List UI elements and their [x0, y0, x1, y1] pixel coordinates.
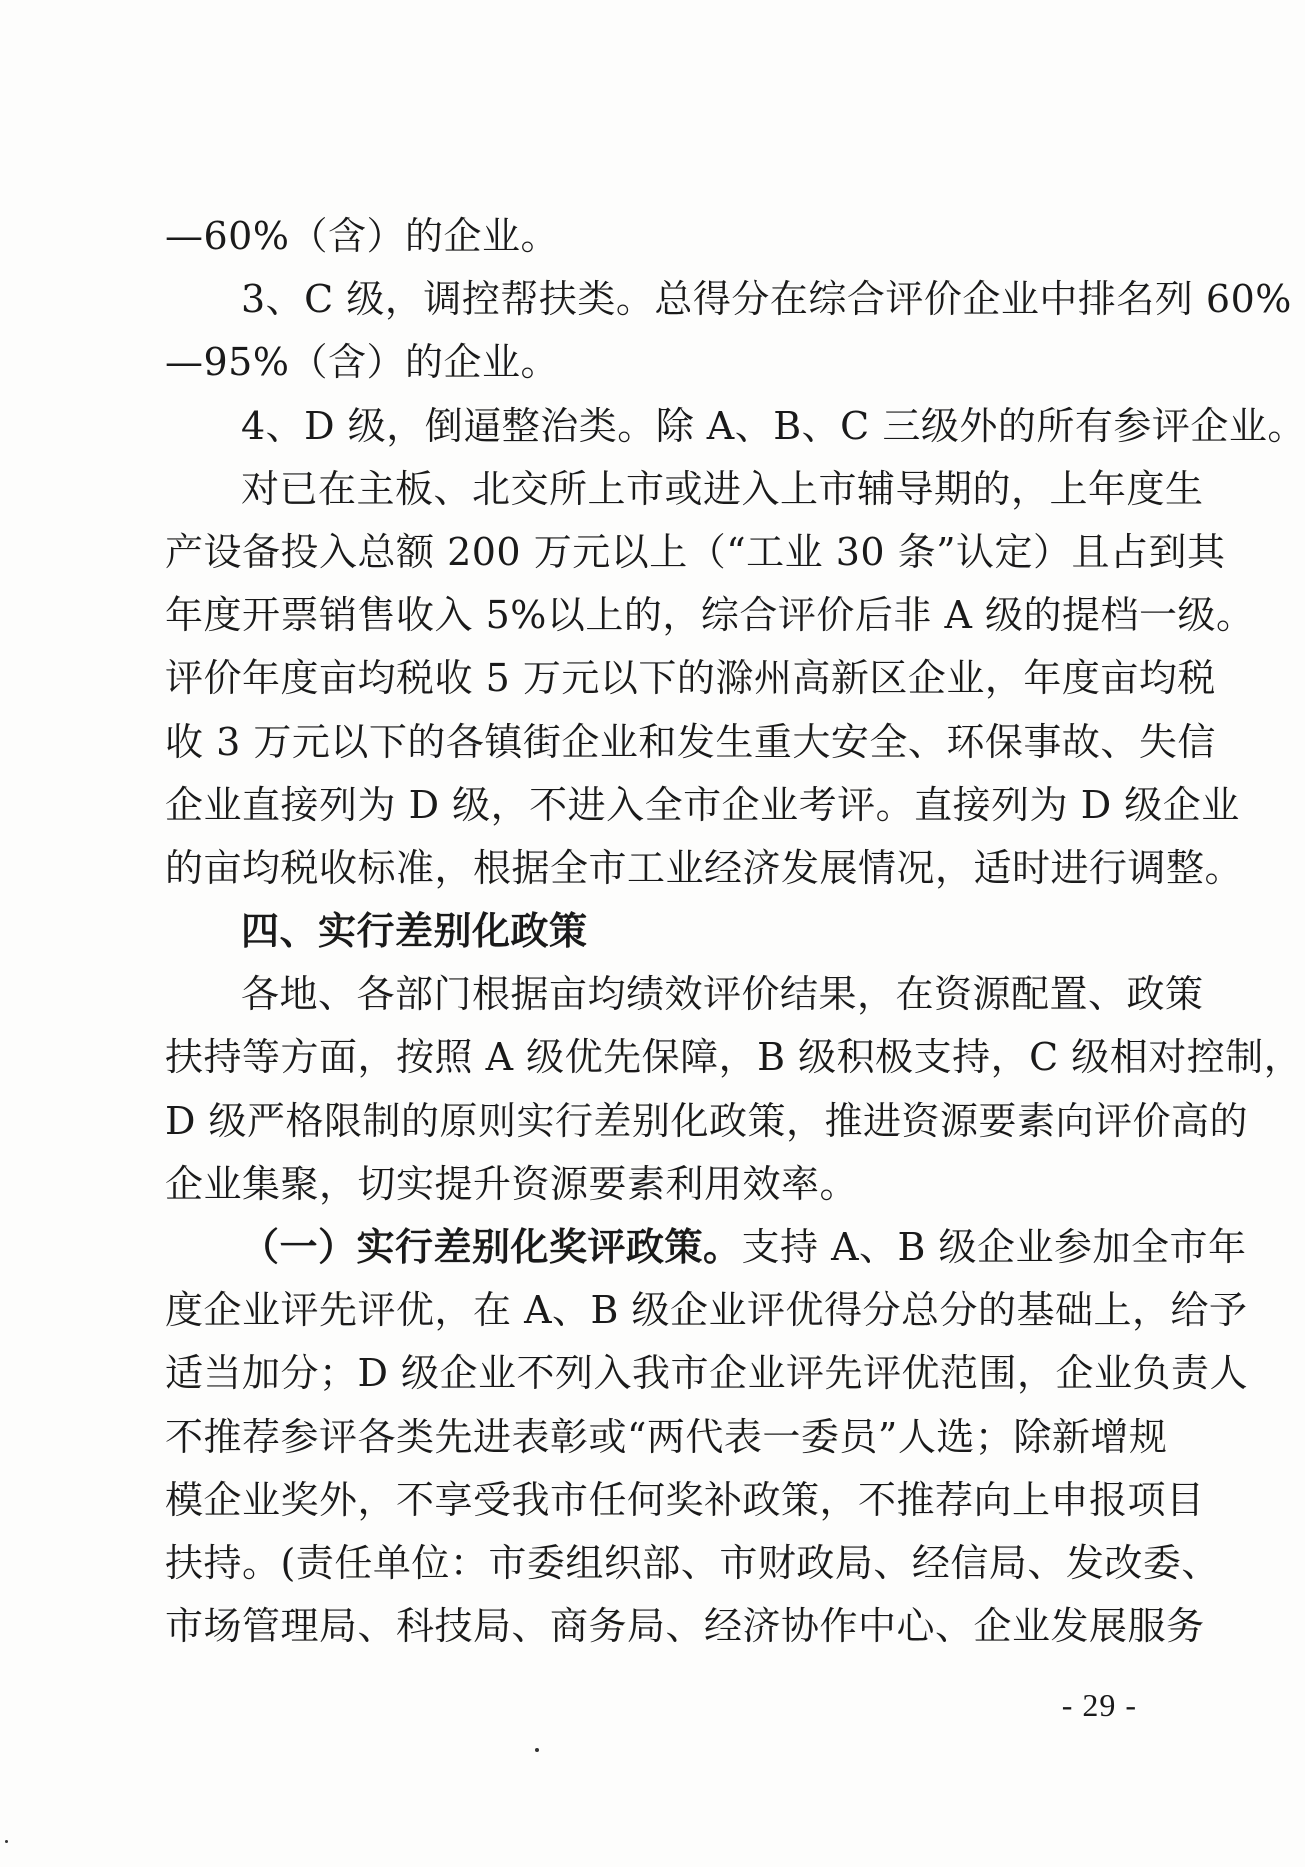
page-number: - 29 -: [1061, 1687, 1137, 1723]
document-body: [165, 205, 1306, 1658]
scan-speck: [535, 1748, 539, 1752]
text-run: 支持 A、B 级企业参加全市年: [741, 1225, 1247, 1269]
subsection-heading: （一）实行差别化奖评政策。: [241, 1225, 742, 1269]
text-line: 扶持。(责任单位：市委组织部、市财政局、经信局、发改委、: [165, 1540, 1220, 1585]
text-line: 度企业评先评优，在 A、B 级企业评优得分总分的基础上，给予: [165, 1288, 1248, 1333]
text-line: 年度开票销售收入 5%以上的，综合评价后非 A 级的提档一级。: [165, 593, 1255, 638]
text-line: 各地、各部门根据亩均绩效评价结果，在资源配置、政策: [241, 972, 1204, 1017]
text-line: —95%（含）的企业。: [165, 340, 559, 385]
scan-speck: [5, 1840, 8, 1843]
text-line: 4、D 级，倒逼整治类。除 A、B、C 三级外的所有参评企业。: [241, 403, 1306, 448]
text-line: 扶持等方面，按照 A 级优先保障，B 级积极支持，C 级相对控制，: [165, 1035, 1303, 1080]
text-line-with-subheading: [165, 1216, 1247, 1279]
text-line: 产设备投入总额 200 万元以上（“工业 30 条”认定）且占到其: [165, 529, 1226, 574]
text-line: 适当加分；D 级企业不列入我市企业评先评优范围，企业负责人: [165, 1351, 1249, 1396]
text-line: 对已在主板、北交所上市或进入上市辅导期的，上年度生: [241, 466, 1204, 511]
text-line: 的亩均税收标准，根据全市工业经济发展情况，适时进行调整。: [165, 845, 1244, 890]
text-line: D 级严格限制的原则实行差别化政策，推进资源要素向评价高的: [165, 1098, 1249, 1143]
text-line: 3、C 级，调控帮扶类。总得分在综合评价企业中排名列 60%: [241, 277, 1292, 322]
text-line: 模企业奖外，不享受我市任何奖补政策，不推荐向上申报项目: [165, 1477, 1205, 1522]
section-heading: 四、实行差别化政策: [241, 909, 588, 954]
text-line: —60%（含）的企业。: [165, 214, 559, 258]
text-line: 企业集聚，切实提升资源要素利用效率。: [165, 1161, 859, 1206]
text-line: 评价年度亩均税收 5 万元以下的滁州高新区企业，年度亩均税: [165, 656, 1216, 701]
text-line: 收 3 万元以下的各镇街企业和发生重大安全、环保事故、失信: [165, 719, 1216, 764]
text-line: 不推荐参评各类先进表彰或“两代表一委员”人选；除新增规: [165, 1414, 1168, 1459]
text-line: 企业直接列为 D 级，不进入全市企业考评。直接列为 D 级企业: [165, 782, 1240, 827]
text-line: 市场管理局、科技局、商务局、经济协作中心、企业发展服务: [165, 1604, 1205, 1649]
